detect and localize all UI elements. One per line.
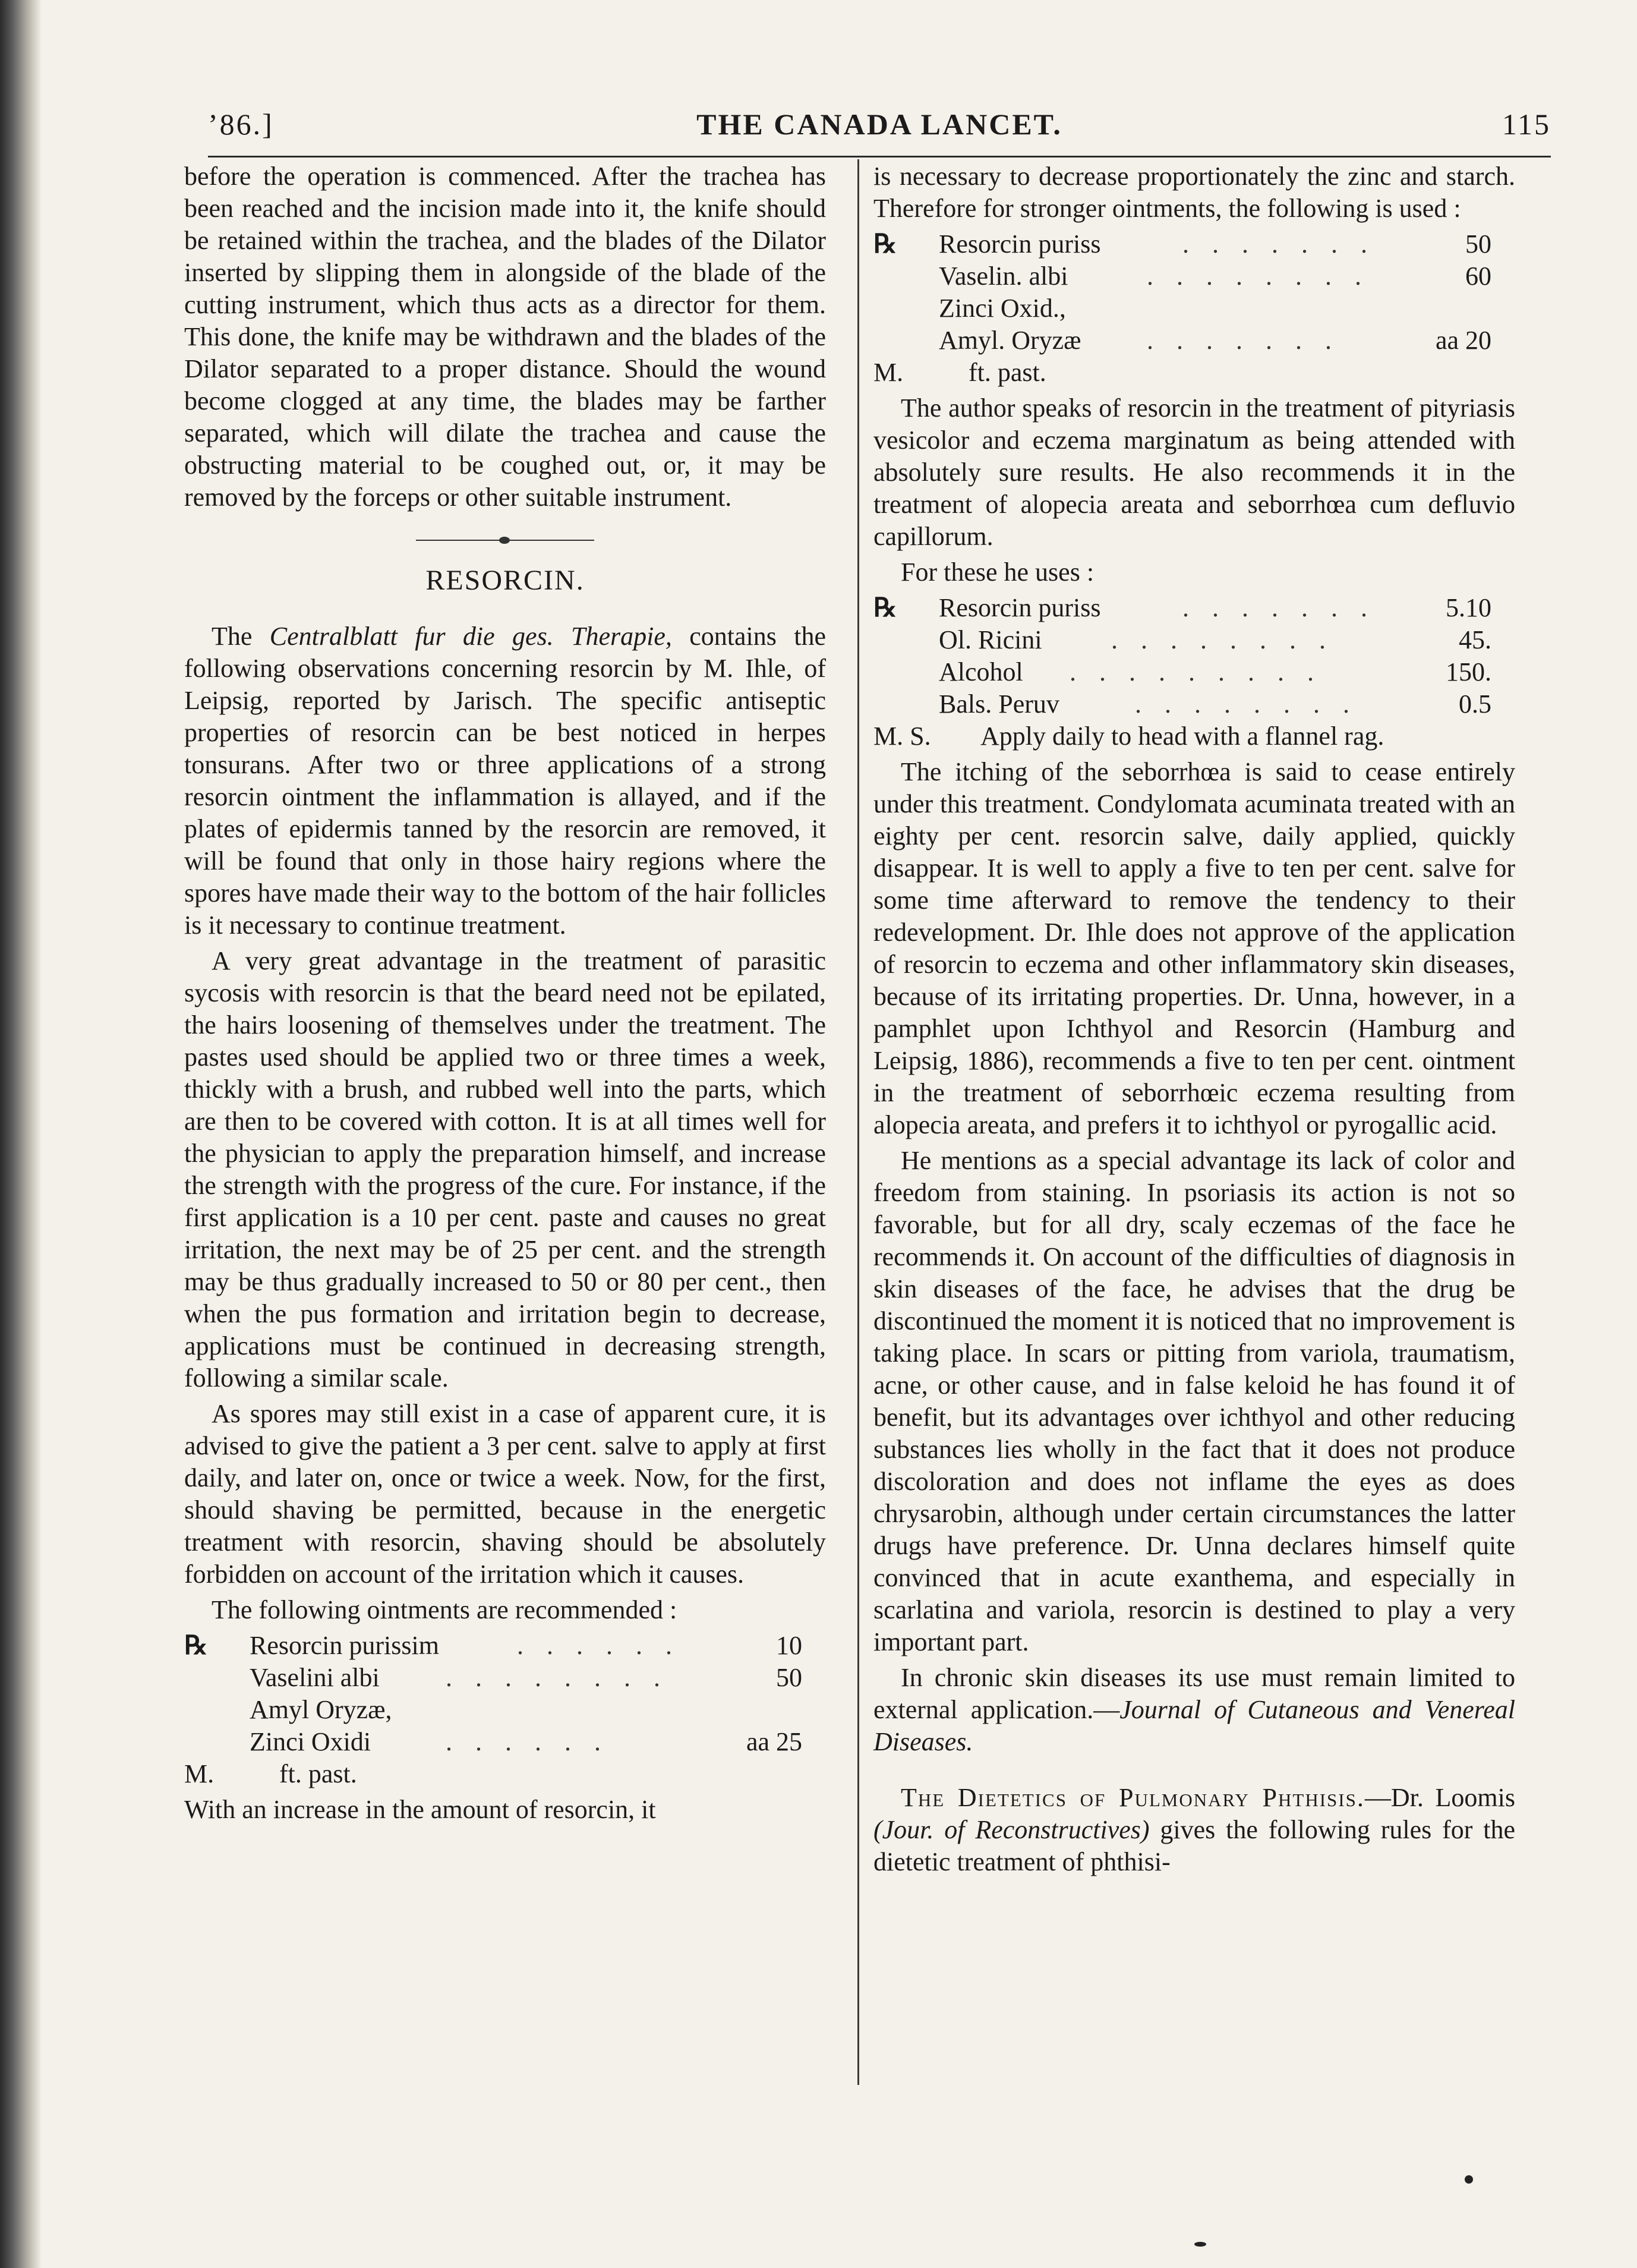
rx-ingredient: Amyl Oryzæ, xyxy=(250,1695,392,1724)
rx-direction: ft. past. xyxy=(969,358,1046,387)
header-rule xyxy=(208,156,1551,158)
paragraph: The author speaks of resorcin in the treatment of pityriasis vesicolor and eczema marginatum as being attended with absolutely sure results. He also recommends it in the treatment of alopecia areata and seborrhœa cum defluvio capillorum. xyxy=(873,393,1515,551)
text-run: contains the following observations concerning resorcin by M. Ihle, of Leipsig, reported by Jarisch. The specific antiseptic properties of resorcin can be best noticed in herpes tonsurans. After two or three applications of a strong resorcin ointment the inflammation is allayed, and if the plates of epidermis tanned by the resorcin are removed, it will be found that only in those hairy regions where the spores have made their way to the bottom of the hair follicles is it necessary to continue treatment. xyxy=(184,622,827,940)
ink-speck xyxy=(1465,2175,1473,2184)
leader-dots: . . . . . . . xyxy=(1182,593,1376,622)
rx-line xyxy=(873,292,1515,325)
rx-line xyxy=(184,1630,826,1662)
rx-line xyxy=(873,624,1515,656)
left-column xyxy=(184,160,826,1829)
rx-misce: M. xyxy=(184,1759,215,1788)
rx-line xyxy=(184,1726,826,1758)
journal-name: (Jour. of Reconstructives) xyxy=(873,1815,1150,1844)
leader-dots: . . . . . . . xyxy=(1182,229,1376,259)
column-divider xyxy=(857,159,859,2085)
ink-speck xyxy=(1194,2242,1206,2247)
source-citation: Journal of Cutaneous and Venereal Diseases. xyxy=(873,1695,1515,1756)
rx-line xyxy=(873,325,1515,357)
paragraph: As spores may still exist in a case of apparent cure, it is advised to give the patient a 3 per cent. salve to apply at first daily, and later on, once or twice a week. Now, for the first, should shaving be permitted, because in the energetic treatment with resorcin, shaving should be absolutely forbidden on account of the irritation which it causes. xyxy=(184,1399,826,1589)
rx-ingredient: Vaselin. albi xyxy=(939,262,1068,291)
rx-ingredient: Bals. Peruv xyxy=(939,689,1059,719)
rx-line xyxy=(873,720,1515,752)
paragraph: before the operation is commenced. After the trachea has been reached and the incision made into it, the knife should be retained within the trachea, and the blades of the Dilator inserted by slipping them in alongside of the blade of the cutting instrument, which thus acts as a director for them. This done, the knife may be withdrawn and the blades of the Dilator separated to a proper distance. Should the wound become clogged at any time, the blades may be farther separated, which will dilate the trachea and cause the obstructing material to be coughed out, or, it may be removed by the forceps or other suitable instrument. xyxy=(184,162,826,512)
text-run: The xyxy=(212,622,270,651)
rx-amount: 10 xyxy=(776,1631,802,1660)
rx-line xyxy=(184,1662,826,1694)
rx-misce-signa: M. S. xyxy=(873,722,931,751)
rx-ingredient: Zinci Oxid., xyxy=(939,294,1066,323)
leader-dots: . . . . . . . . xyxy=(1135,689,1358,719)
rx-ingredient: Vaselini albi xyxy=(250,1663,380,1692)
rx-ingredient: Resorcin puriss xyxy=(939,229,1101,259)
rx-direction: ft. past. xyxy=(279,1759,357,1788)
page-number: 115 xyxy=(1502,108,1551,141)
rx-line xyxy=(873,260,1515,292)
paragraph xyxy=(873,1662,1515,1758)
page-header xyxy=(208,101,1551,155)
paragraph: The itching of the seborrhœa is said to cease entirely under this treatment. Condylomata acuminata treated with an eighty per cent. resorcin salve, daily applied, quickly disappear. It is well to apply a five to ten per cent. salve for some time afterward to remove the tendency to their redevelopment. Dr. Ihle does not approve of the application of resorcin to eczema and other inflammatory skin diseases, because of its irritating properties. Dr. Unna, however, in a pamphlet upon Ichthyol and Resorcin (Hamburg and Leipsig, 1886), recommends a five to ten per cent. ointment in the treatment of seborrhœic eczema resulting from alopecia areata, and prefers it to ichthyol or pyrogallic acid. xyxy=(873,757,1515,1139)
rx-ingredient: Resorcin puriss xyxy=(939,593,1101,622)
book-spine-shadow xyxy=(0,0,42,2268)
rx-ingredient: Zinci Oxidi xyxy=(250,1727,371,1756)
leader-dots: . . . . . . xyxy=(446,1727,609,1756)
recipe-symbol: ℞ xyxy=(873,229,897,259)
rx-amount: 150. xyxy=(1446,657,1491,686)
section-divider xyxy=(416,540,594,541)
leader-dots: . . . . . . . xyxy=(1147,326,1340,355)
text-run: —Dr. Loomis xyxy=(1364,1783,1515,1812)
prescription xyxy=(184,1630,826,1790)
leader-dots: . . . . . . . . xyxy=(1147,262,1370,291)
paragraph: With an increase in the amount of resorcin, it xyxy=(184,1795,656,1824)
rx-line xyxy=(873,357,1515,389)
text-run: gives the following rules for the dietetic treatment of phthisi- xyxy=(873,1815,1515,1876)
paragraph xyxy=(184,620,826,941)
paragraph: The following ointments are recommended : xyxy=(212,1595,677,1624)
prescription xyxy=(873,592,1515,752)
rx-ingredient: Ol. Ricini xyxy=(939,625,1042,654)
journal-title: THE CANADA LANCET. xyxy=(696,108,1062,141)
rx-amount: aa 20 xyxy=(1435,326,1491,355)
paragraph: is necessary to decrease proportionately the zinc and starch. Therefore for stronger ointments, the following is used : xyxy=(873,162,1515,223)
rx-misce: M. xyxy=(873,358,904,387)
rx-amount: 50 xyxy=(776,1663,802,1692)
right-column xyxy=(873,160,1515,1882)
leader-dots: . . . . . . . . xyxy=(1111,625,1334,654)
leader-dots: . . . . . . . . xyxy=(446,1663,668,1692)
article-title: The Dietetics of Pulmonary Phthisis. xyxy=(901,1783,1365,1812)
journal-name: Centralblatt fur die ges. Therapie, xyxy=(269,622,672,651)
rx-amount: 50 xyxy=(1465,229,1491,259)
rx-amount: 5.10 xyxy=(1446,593,1491,622)
rx-line xyxy=(873,228,1515,260)
rx-ingredient: Alcohol xyxy=(939,657,1023,686)
header-year: ’86.] xyxy=(208,108,274,141)
paragraph xyxy=(873,1782,1515,1878)
section-heading: RESORCIN. xyxy=(425,565,585,596)
paragraph: He mentions as a special advantage its lack of color and freedom from staining. In psoriasis its action is not so favorable, but for all dry, scaly eczemas of the face he recommends it. On account of the difficulties of diagnosis in skin diseases of the face, he advises that the drug be discontinued the moment it is noticed that no improvement is taking place. In scars or pitting from variola, traumatism, acne, or other cause, and in false keloid he has found it of benefit, but its advantages over ichthyol and other reducing substances lies wholly in the fact that it does not produce discoloration and does not inflame the eyes as does chrysarobin, although under certain circumstances the latter drugs have preference. Dr. Unna declares himself quite convinced that in acute exanthema, and especially in scarlatina and variola, resorcin is destined to play a very important part. xyxy=(873,1146,1515,1656)
rx-amount: 45. xyxy=(1459,625,1491,654)
text-run: In chronic skin diseases its use must remain limited to external application.— xyxy=(873,1663,1515,1724)
recipe-symbol: ℞ xyxy=(873,593,897,622)
rx-line xyxy=(184,1694,826,1726)
rx-direction: Apply daily to head with a flannel rag. xyxy=(980,722,1384,751)
recipe-symbol: ℞ xyxy=(184,1631,208,1660)
rx-line xyxy=(873,688,1515,720)
paragraph: A very great advantage in the treatment of parasitic sycosis with resorcin is that the beard need not be epilated, the hairs loosening of themselves under the treatment. The pastes used should be applied two or three times a week, thickly with a brush, and rubbed well into the parts, which are then to be covered with cotton. It is at all times well for the physician to apply the preparation himself, and increase the strength with the progress of the cure. For instance, if the first application is a 10 per cent. paste and causes no great irritation, the next may be of 25 per cent. and the strength may be thus gradually increased to 50 or 80 per cent., then when the pus formation and irritation begin to decrease, applications must be continued in decreasing strength, following a similar scale. xyxy=(184,946,826,1393)
leader-dots: . . . . . . xyxy=(517,1631,680,1660)
prescription xyxy=(873,228,1515,389)
paragraph: For these he uses : xyxy=(901,557,1095,587)
rx-line xyxy=(873,656,1515,688)
rx-amount: 60 xyxy=(1465,262,1491,291)
rx-ingredient: Resorcin purissim xyxy=(250,1631,439,1660)
rx-line xyxy=(184,1758,826,1790)
rx-line xyxy=(873,592,1515,624)
rx-amount: aa 25 xyxy=(746,1727,802,1756)
leader-dots: . . . . . . . . . xyxy=(1070,657,1322,686)
rx-amount: 0.5 xyxy=(1459,689,1491,719)
rx-ingredient: Amyl. Oryzæ xyxy=(939,326,1081,355)
